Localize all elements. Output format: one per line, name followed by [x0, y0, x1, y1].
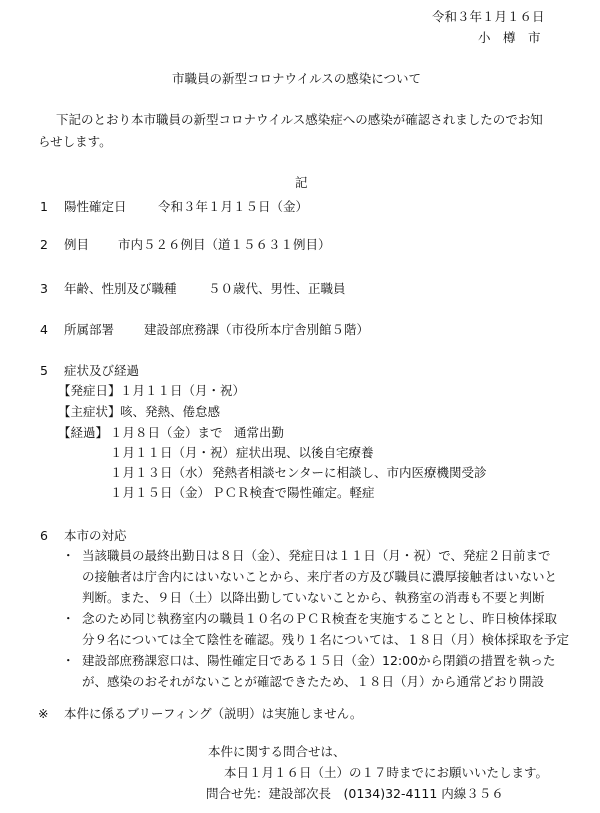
item-2-value: 市内５２６例目（道１５６３１例目） — [118, 237, 331, 252]
course-4-text: ＰＣＲ検査で陽性確定。軽症 — [212, 485, 375, 500]
symptom-tag: 【主症状】 — [58, 404, 121, 419]
bullet-1-line-3: 判断。また、９日（土）以降出勤していないことから、執務室の消毒も不要と判断 — [82, 590, 545, 605]
ki-heading: 記 — [295, 175, 308, 190]
contact-line-3: 問合せ先：建設部次長 (0134)32-4111 内線３５６ — [206, 786, 504, 801]
item-2-label: 例目 — [64, 237, 90, 252]
course-1-date: １月８日（金）まで — [110, 425, 223, 440]
item-6-label: 本市の対応 — [64, 528, 127, 543]
item-3-number: 3 — [40, 281, 48, 296]
item-3-label: 年齢、性別及び職種 — [64, 281, 177, 296]
issue-date: 令和３年１月１６日 — [432, 9, 545, 24]
document-title: 市職員の新型コロナウイルスの感染について — [172, 71, 422, 86]
item-4-number: 4 — [40, 322, 48, 337]
issuer: 小 樽 市 — [478, 30, 541, 45]
onset-tag: 【発症日】 — [58, 383, 121, 398]
contact-line-1: 本件に関する問合せは、 — [208, 744, 346, 759]
bullet-marker: ・ — [62, 611, 75, 626]
bullet-2-line-1: 念のため同じ執務室内の職員１０名のＰＣＲ検査を実施することとし、昨日検体採取 — [82, 611, 558, 626]
item-1-value: 令和３年１月１５日（金） — [158, 199, 309, 214]
item-3-value: ５０歳代、男性、正職員 — [208, 281, 346, 296]
course-2-text: 症状出現、以後自宅療養 — [236, 445, 374, 460]
item-5-label: 症状及び経過 — [64, 363, 140, 378]
course-1-text: 通常出勤 — [234, 425, 285, 440]
item-5-number: 5 — [40, 363, 48, 378]
bullet-3-line-1: 建設部庶務課窓口は、陽性確定日である１５日（金）12:00から閉鎖の措置を執った — [82, 653, 556, 668]
item-2-number: 2 — [40, 237, 48, 252]
bullet-2-line-2: 分９名については全て陰性を確認。残り１名については、１８日（月）検体採取を予定 — [82, 632, 570, 647]
bullet-marker: ・ — [62, 653, 75, 668]
course-3-date: １月１３日（水） — [110, 465, 211, 480]
note-text: 本件に係るブリーフィング（説明）は実施しません。 — [64, 706, 363, 721]
bullet-1-line-2: の接触者は庁舎内にはいないことから、来庁者の方及び職員に濃厚接触者はいないと — [82, 569, 558, 584]
item-4-label: 所属部署 — [64, 322, 115, 337]
item-1-number: 1 — [40, 199, 48, 214]
symptom-text: 咳、発熱、倦怠感 — [120, 404, 221, 419]
course-4-date: １月１５日（金） — [110, 485, 211, 500]
item-4-value: 建設部庶務課（市役所本庁舎別館５階） — [144, 322, 370, 337]
bullet-marker: ・ — [62, 548, 75, 563]
intro-line-2: らせします。 — [38, 134, 112, 149]
course-3-text: 発熱者相談センターに相談し、市内医療機関受診 — [212, 465, 487, 480]
contact-line-2: 本日１月１６日（土）の１７時までにお願いいたします。 — [224, 765, 549, 780]
bullet-3-line-2: が、感染のおそれがないことが確認できたため、１８日（月）から通常どおり開設 — [82, 674, 545, 689]
intro-line-1: 下記のとおり本市職員の新型コロナウイルス感染症への感染が確認されましたのでお知 — [56, 112, 543, 127]
course-2-date: １月１１日（月・祝） — [110, 445, 236, 460]
item-1-label: 陽性確定日 — [64, 199, 127, 214]
item-6-number: 6 — [40, 528, 48, 543]
course-tag: 【経過】 — [58, 425, 109, 440]
onset-text: １月１１日（月・祝） — [120, 383, 246, 398]
note-mark: ※ — [38, 706, 49, 721]
bullet-1-line-1: 当該職員の最終出勤日は８日（金）、発症日は１１日（月・祝）で、発症２日前まで — [82, 548, 551, 563]
